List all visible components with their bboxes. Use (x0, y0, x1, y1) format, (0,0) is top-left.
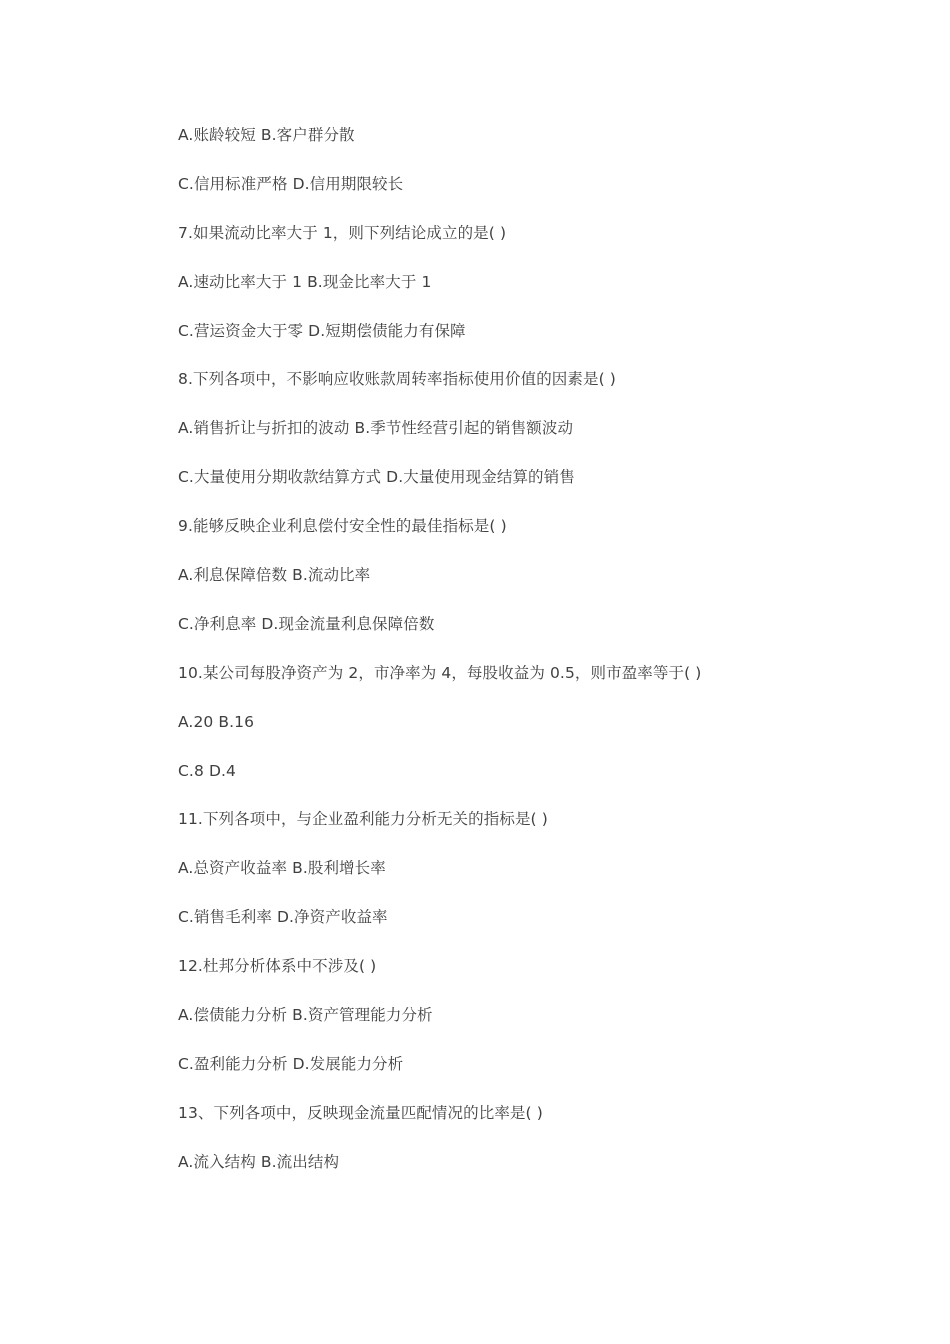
option-line: C.8 D.4 (178, 761, 236, 780)
question-line: 11.下列各项中，与企业盈利能力分析无关的指标是( ) (178, 810, 548, 829)
question-list (178, 122, 878, 1198)
question-line: 8.下列各项中，不影响应收账款周转率指标使用价值的因素是( ) (178, 370, 616, 389)
option-line: C.营运资金大于零 D.短期偿债能力有保障 (178, 321, 466, 340)
question-line: 7.如果流动比率大于 1，则下列结论成立的是( ) (178, 223, 507, 242)
option-line: A.流入结构 B.流出结构 (178, 1152, 340, 1171)
option-line: A.偿债能力分析 B.资产管理能力分析 (178, 1006, 433, 1025)
option-line: C.销售毛利率 D.净资产收益率 (178, 908, 388, 927)
option-line: A.利息保障倍数 B.流动比率 (178, 566, 371, 585)
question-line: 12.杜邦分析体系中不涉及( ) (178, 957, 377, 976)
question-line: 10.某公司每股净资产为 2，市净率为 4，每股收益为 0.5，则市盈率等于( ) (178, 663, 702, 682)
option-line: A.20 B.16 (178, 712, 255, 731)
option-line: A.总资产收益率 B.股利增长率 (178, 859, 386, 878)
question-line: 13、下列各项中，反映现金流量匹配情况的比率是( ) (178, 1103, 543, 1122)
option-line: C.信用标准严格 D.信用期限较长 (178, 174, 404, 193)
question-line: 9.能够反映企业利息偿付安全性的最佳指标是( ) (178, 517, 507, 536)
option-line: A.销售折让与折扣的波动 B.季节性经营引起的销售额波动 (178, 419, 574, 438)
option-line: C.大量使用分期收款结算方式 D.大量使用现金结算的销售 (178, 468, 575, 487)
option-line: A.速动比率大于 1 B.现金比率大于 1 (178, 272, 432, 291)
option-line: C.净利息率 D.现金流量利息保障倍数 (178, 614, 435, 633)
option-line: A.账龄较短 B.客户群分散 (178, 126, 355, 144)
option-line: C.盈利能力分析 D.发展能力分析 (178, 1054, 404, 1073)
